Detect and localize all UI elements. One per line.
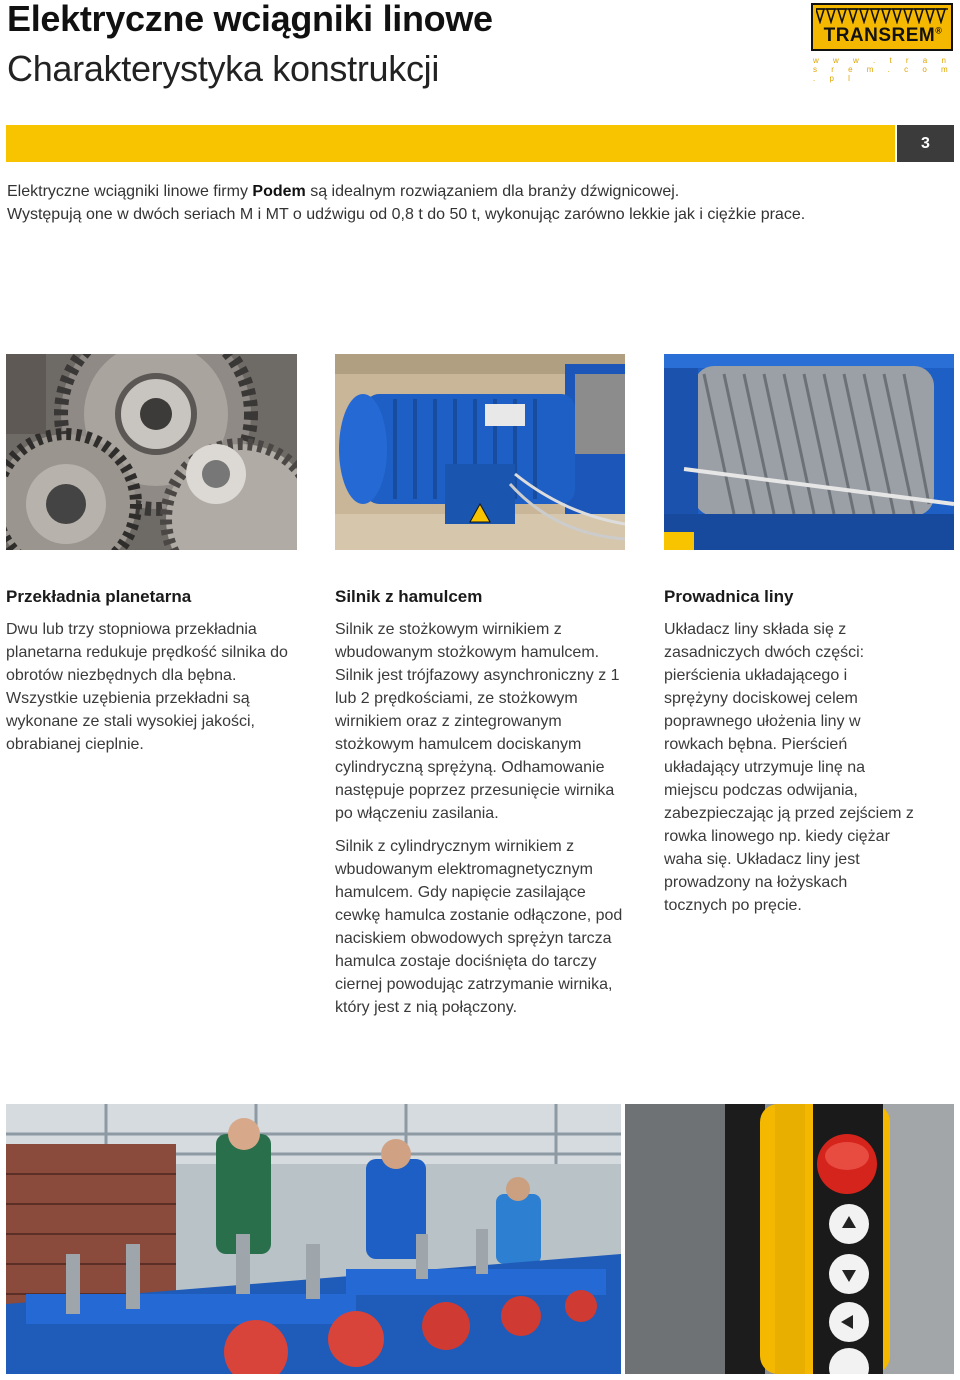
logo-wordmark: TRANSREM® (823, 25, 943, 46)
heading-planetary-gear: Przekładnia planetarna (6, 587, 192, 606)
website-url[interactable]: w w w . t r a n s r e m . c o m . p l (813, 56, 954, 83)
intro-line-2: Występują one w dwóch seriach M i MT o udźwigu od 0,8 t do 50 t, wykonując zarówno lekkie jak i ciężkie prace. (7, 206, 806, 223)
column-motor-brake (335, 586, 627, 1029)
paragraph: Dwu lub trzy stopniowa przekładnia planetarna redukuje prędkość silnika do obrotów niezbędnych dla bębna. Wszystkie uzębienia przekładni są wykonane ze stali wysokiej jakości, obrabianej cieplnie. (6, 621, 288, 753)
document-subtitle: Charakterystyka konstrukcji (7, 48, 440, 89)
document-title: Elektryczne wciągniki linowe (7, 0, 493, 39)
column-planetary-gear (6, 586, 298, 766)
gears-photo (6, 354, 297, 550)
motor-photo (335, 354, 625, 550)
paragraph: Silnik z cylindrycznym wirnikiem z wbudowanym elektromagnetycznym hamulcem. Gdy napięcie zasilające cewkę hamulca zostanie odłączone, pod naciskiem obwodowych sprężyn tarcza hamulca zostaje dociśnięta do tarczy ciernej powodując zatrzymanie wirnika, który jest z nią połączony. (335, 838, 623, 1016)
intro-line-1: Elektryczne wciągniki linowe firmy Podem są idealnym rozwiązaniem dla branży dźwignicowej. (7, 183, 680, 200)
paragraph: Silnik ze stożkowym wirnikiem z wbudowanym stożkowym hamulcem. Silnik jest trójfazowy asynchroniczny z 1 lub 2 prędkościami, ze stożkowym wirnikiem oraz z zintegrowanym stożkowym hamulcem dociskanym cylindryczną sprężyną. Odhamowanie następuje poprzez przesunięcie wirnika po włączeniu zasilania. (335, 621, 620, 822)
heading-rope-guide: Prowadnica liny (664, 587, 794, 606)
paragraph: Układacz liny składa się z zasadniczych dwóch części: pierścienia układającego i sprężyny dociskowej celem poprawnego ułożenia liny w rowkach bębna. Pierścień układający utrzymuje linę na miejscu podczas odwijania, zabezpieczając ją przed zejściem z rowka linowego np. kiedy ciężar waha się. Układacz liny jest prowadzony na łożyskach tocznych po pręcie. (664, 621, 914, 914)
page-number: 3 (897, 125, 954, 162)
header-accent-bar (6, 125, 895, 162)
brand-name: Podem (252, 183, 306, 200)
control-pendant-photo (625, 1104, 954, 1374)
transrem-logo (811, 3, 953, 51)
rope-drum-photo (664, 354, 954, 550)
column-rope-guide (664, 586, 914, 927)
factory-photo (6, 1104, 621, 1374)
intro-text (7, 180, 947, 226)
heading-motor-brake: Silnik z hamulcem (335, 587, 483, 606)
logo-teeth-icon (816, 8, 948, 24)
